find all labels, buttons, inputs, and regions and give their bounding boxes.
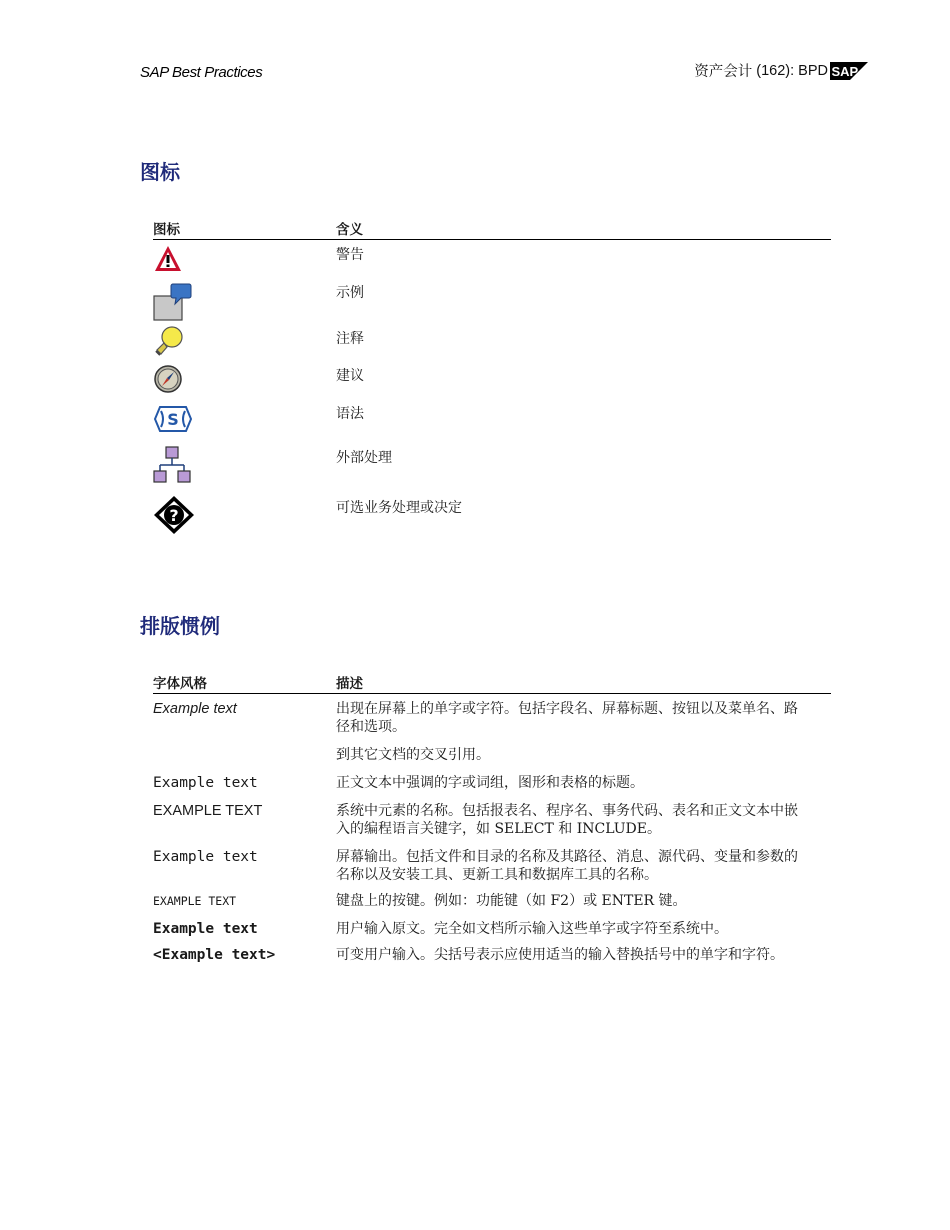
icon-row-external-process [153,443,831,493]
typography-table [153,672,831,964]
syntax-icon [153,403,193,435]
typography-row [153,884,831,910]
font-style-sample: EXAMPLE TEXT [153,803,263,819]
font-style-description: 键盘上的按键。例如：功能键（如 F2）或 ENTER 键。 [336,893,687,909]
typography-row [153,792,831,838]
warning-icon [153,244,183,273]
icons-col-header-meaning: 含义 [336,222,363,238]
typography-row [153,910,831,938]
icon-row-syntax [153,399,831,443]
typography-row [153,736,831,764]
font-style-description: 正文文本中强调的字或词组，图形和表格的标题。 [336,775,644,791]
header-reference-cjk: 资产会计 [694,64,753,80]
note-icon [153,326,185,356]
recommendation-icon [153,363,185,395]
font-style-description: 系统中元素的名称。包括报表名、程序名、事务代码、表名和正文文本中嵌入的编程语言关键字，如 SELECT 和 INCLUDE。 [336,803,798,837]
icons-table [153,218,831,537]
icons-col-header-icon: 图标 [153,222,180,238]
icon-meaning: 注释 [336,331,364,347]
font-style-sample: Example text [153,701,237,717]
header-reference-code: (162): BPD [756,62,828,79]
icon-meaning: 示例 [336,285,364,301]
font-style-sample: <Example text> [153,947,276,963]
font-style-description: 屏幕输出。包括文件和目录的名称及其路径、消息、源代码、变量和参数的名称以及安装工具、更新工具和数据库工具的名称。 [336,849,798,883]
icon-meaning: 警告 [336,247,364,263]
icon-meaning: 建议 [336,368,364,384]
typography-row [153,938,831,964]
icon-row-example [153,278,831,324]
typography-row [153,694,831,736]
font-style-description: 出现在屏幕上的单字或字符。包括字段名、屏幕标题、按钮以及菜单名、路径和选项。 [336,701,798,735]
icons-table-header [153,218,831,240]
icon-row-optional-decision [153,493,831,537]
svg-text:?: ? [169,506,179,525]
typography-col-header-style: 字体风格 [153,676,207,692]
font-style-sample: Example text [153,775,258,791]
font-style-sample: EXAMPLE TEXT [153,894,237,908]
icons-section-title: 图标 [140,160,180,184]
external-process-icon [153,445,193,485]
sap-logo [830,62,868,80]
header-document-reference [694,60,868,81]
typography-row [153,764,831,792]
font-style-sample [153,746,336,764]
header-document-title: SAP Best Practices [140,64,263,81]
font-style-description: 到其它文档的交叉引用。 [336,747,490,763]
example-icon [153,282,193,322]
font-style-sample: Example text [153,849,258,865]
icon-row-warning [153,240,831,278]
font-style-description: 用户输入原文。完全如文档所示输入这些单字或字符至系统中。 [336,921,728,937]
typography-col-header-description: 描述 [336,676,363,692]
font-style-sample: Example text [153,921,258,937]
svg-text:S: S [167,410,179,429]
sap-logo-text: SAP [831,63,859,79]
font-style-description: 可变用户输入。尖括号表示应使用适当的输入替换括号中的单字和字符。 [336,947,784,963]
optional-decision-icon [153,495,197,535]
typography-section-title: 排版惯例 [140,614,220,638]
icon-meaning: 语法 [336,406,364,422]
icon-meaning: 可选业务处理或决定 [336,500,462,516]
icon-meaning: 外部处理 [336,450,392,466]
icon-row-recommendation [153,361,831,399]
icon-row-note [153,324,831,361]
typography-table-header [153,672,831,694]
typography-row [153,838,831,884]
